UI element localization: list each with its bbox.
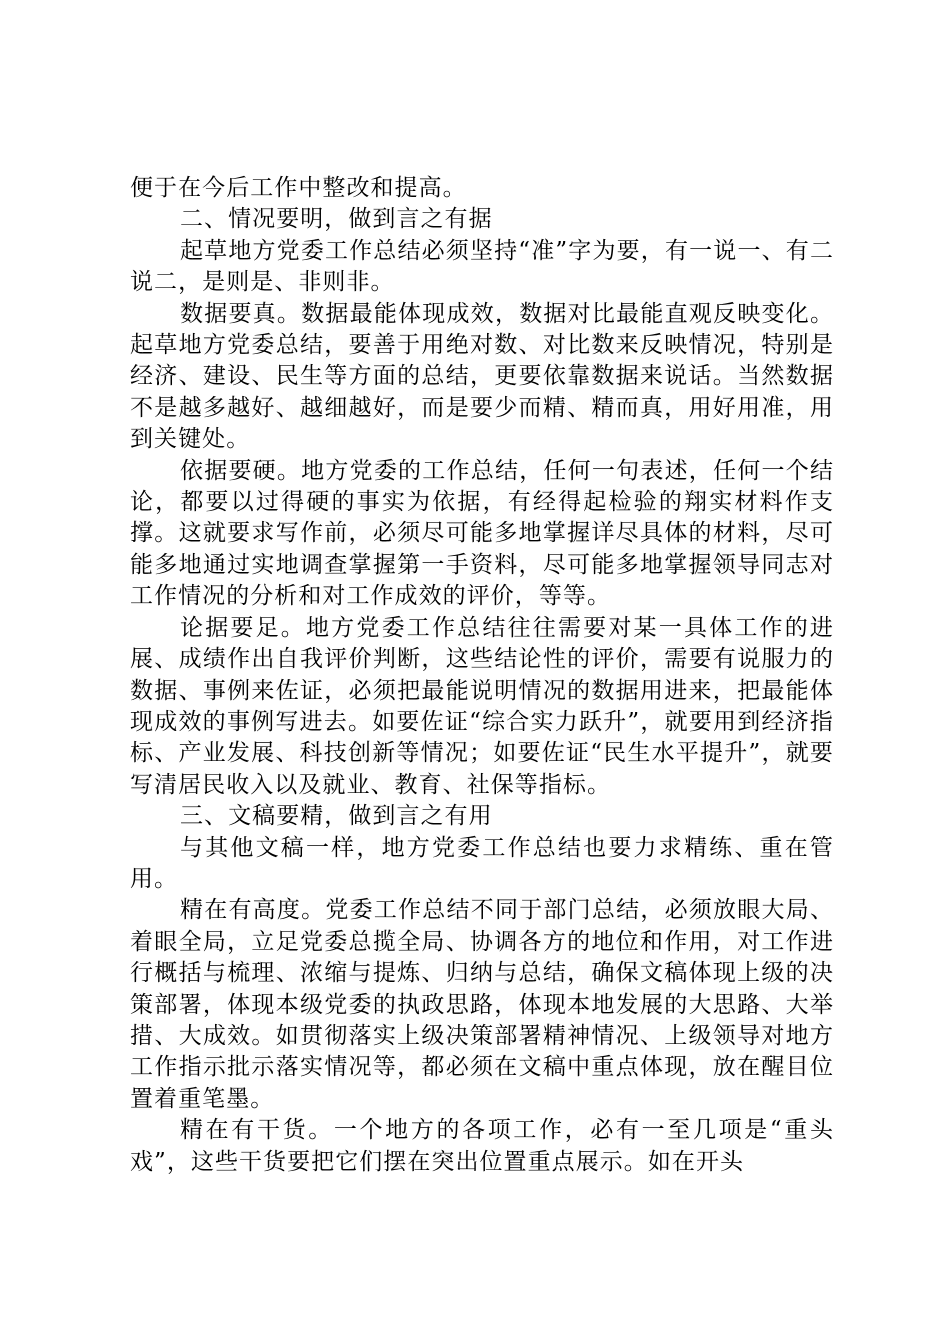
paragraph-arguments-sufficient: 论据要足。地方党委工作总结往往需要对某一具体工作的进展、成绩作出自我评价判断，这些结论性的评价，需要有说服力的数据、事例来佐证，必须把最能说明情况的数据用进来，把最能体现成效的事例写进去。如要佐证“综合实力跃升”，就要用到经济指标、产业发展、科技创新等情况；如要佐证“民生水平提升”，就要写清居民收入以及就业、教育、社保等指标。 [130, 614, 834, 798]
paragraph-data-accuracy: 数据要真。数据最能体现成效，数据对比最能直观反映变化。起草地方党委总结，要善于用绝对数、对比数来反映情况，特别是经济、建设、民生等方面的总结，更要依靠数据来说话。当然数据不是越多越好、越细越好，而是要少而精、精而真，用好用准，用到关键处。 [130, 300, 834, 453]
paragraph-evidence-solid: 依据要硬。地方党委的工作总结，任何一句表述，任何一个结论，都要以过得硬的事实为依据，有经得起检验的翔实材料作支撑。这就要求写作前，必须尽可能多地掌握详尽具体的材料，尽可能多地通过实地调查掌握第一手资料，尽可能多地掌握领导同志对工作情况的分析和对工作成效的评价，等等。 [130, 457, 834, 610]
section-heading-3: 三、文稿要精，做到言之有用 [180, 803, 493, 830]
document-body [130, 173, 834, 1178]
paragraph-1: 便于在今后工作中整改和提高。 [130, 175, 467, 201]
paragraph-height: 精在有高度。党委工作总结不同于部门总结，必须放眼大局、着眼全局，立足党委总揽全局、协调各方的地位和作用，对工作进行概括与梳理、浓缩与提炼、归纳与总结，确保文稿体现上级的决策部署，体现本级党委的执政思路，体现本地发展的大思路、大举措、大成效。如贯彻落实上级决策部署精神情况、上级领导对地方工作指示批示落实情况等，都必须在文稿中重点体现，放在醒目位置着重笔墨。 [130, 897, 834, 1112]
paragraph-3: 起草地方党委工作总结必须坚持“准”字为要，有一说一、有二说二，是则是、非则非。 [130, 237, 834, 296]
paragraph-substance: 精在有干货。一个地方的各项工作，必有一至几项是“重头戏”，这些干货要把它们摆在突出位置重点展示。如在开头 [130, 1117, 834, 1175]
paragraph-concise: 与其他文稿一样，地方党委工作总结也要力求精练、重在管用。 [130, 834, 834, 892]
section-heading-2: 二、情况要明，做到言之有据 [180, 206, 493, 233]
